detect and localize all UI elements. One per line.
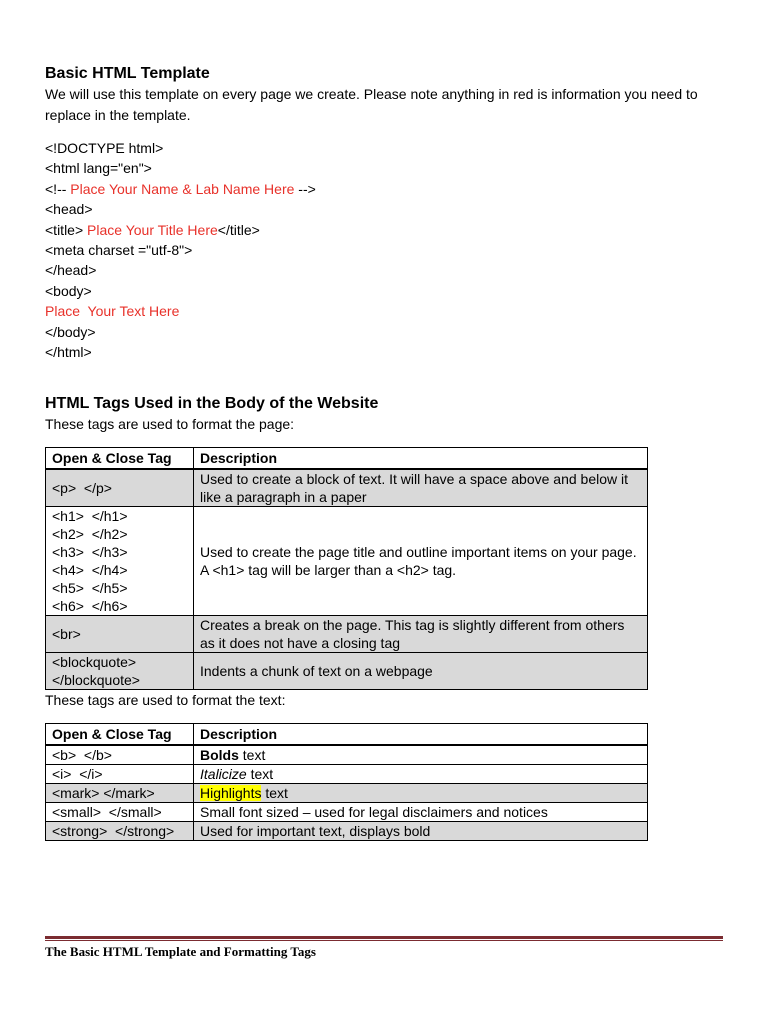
description-cell — [194, 822, 648, 841]
code-line — [45, 158, 705, 178]
table-row — [46, 803, 648, 822]
code-text: <head> — [45, 201, 93, 218]
description-text: text — [261, 785, 288, 802]
tag-cell: <small> </small> — [46, 803, 194, 822]
description-cell: Used to create the page title and outline important items on your page. A <h1> tag will be larger than a <h2> tag. — [194, 507, 648, 616]
description-cell — [194, 784, 648, 803]
description-text: text — [238, 747, 266, 764]
table-row — [46, 653, 648, 690]
code-line — [45, 322, 705, 342]
tag-cell: <i> </i> — [46, 765, 194, 784]
template-intro: We will use this template on every page we create. Please note anything in red is information you need to replace in the template. — [45, 86, 698, 123]
column-header-tag: Open & Close Tag — [46, 448, 194, 470]
description-cell — [194, 745, 648, 765]
page-tags-table — [45, 447, 648, 690]
tag-cell: <h1> </h1> <h2> </h2> <h3> </h3> <h4> </h4> <h5> </h5> <h6> </h6> — [46, 507, 194, 616]
description-cell: Used to create a block of text. It will have a space above and below it like a paragraph in a paper — [194, 469, 648, 507]
code-text: <body> — [45, 282, 92, 299]
code-text: <html lang="en"> — [45, 160, 152, 177]
tag-cell: <b> </b> — [46, 745, 194, 765]
code-line — [45, 240, 705, 260]
code-line — [45, 342, 705, 362]
table-row — [46, 784, 648, 803]
section-title-template: Basic HTML Template — [45, 65, 210, 82]
tag-cell: <p> </p> — [46, 469, 194, 507]
code-line — [45, 179, 705, 199]
table-row — [46, 469, 648, 507]
tag-cell: <mark> </mark> — [46, 784, 194, 803]
document-page — [45, 64, 705, 841]
column-header-tag: Open & Close Tag — [46, 724, 194, 746]
table-row — [46, 616, 648, 653]
table-row — [46, 745, 648, 765]
template-code-block — [45, 138, 705, 362]
code-text: </head> — [45, 262, 97, 279]
code-text: <!DOCTYPE html> — [45, 140, 164, 156]
code-text: <!-- — [45, 180, 71, 197]
description-text: Used for important text, displays bold — [200, 823, 431, 840]
table-row — [46, 765, 648, 784]
footer-title: The Basic HTML Template and Formatting Tags — [45, 944, 316, 959]
code-text: --> — [294, 180, 316, 197]
description-cell: Indents a chunk of text on a webpage — [194, 653, 648, 690]
description-text: Small font sized – used for legal disclaimers and notices — [200, 804, 548, 821]
code-text: <meta charset ="utf-8"> — [45, 242, 193, 259]
code-line — [45, 301, 705, 321]
code-text: </body> — [45, 323, 96, 340]
code-line — [45, 220, 705, 240]
placeholder-text: Place Your Title Here — [87, 221, 218, 238]
page-tags-intro: These tags are used to format the page: — [45, 416, 295, 433]
placeholder-text: Place Your Text Here — [45, 303, 180, 320]
description-example: Highlights — [200, 785, 262, 802]
text-tags-intro: These tags are used to format the text: — [45, 692, 286, 709]
code-line — [45, 281, 705, 301]
description-cell — [194, 765, 648, 784]
placeholder-text: Place Your Name & Lab Name Here — [70, 180, 295, 197]
section-title-tags: HTML Tags Used in the Body of the Website — [45, 395, 379, 413]
code-text: </title> — [217, 221, 260, 238]
description-text: text — [246, 766, 274, 783]
table-row — [46, 507, 648, 616]
code-text: </html> — [45, 344, 92, 361]
code-text: <title> — [45, 221, 88, 238]
tag-cell: <br> — [46, 616, 194, 653]
column-header-description: Description — [194, 448, 648, 470]
description-cell — [194, 803, 648, 822]
table-row — [46, 822, 648, 841]
text-tags-table — [45, 723, 648, 841]
code-line — [45, 138, 705, 158]
tag-cell: <strong> </strong> — [46, 822, 194, 841]
column-header-description: Description — [194, 724, 648, 746]
tag-cell: <blockquote> </blockquote> — [46, 653, 194, 690]
description-cell: Creates a break on the page. This tag is slightly different from others as it does not have a closing tag — [194, 616, 648, 653]
description-example: Bolds — [200, 747, 239, 764]
code-line — [45, 260, 705, 280]
code-line — [45, 199, 705, 219]
description-example: Italicize — [200, 766, 247, 783]
footer-divider — [45, 936, 723, 941]
